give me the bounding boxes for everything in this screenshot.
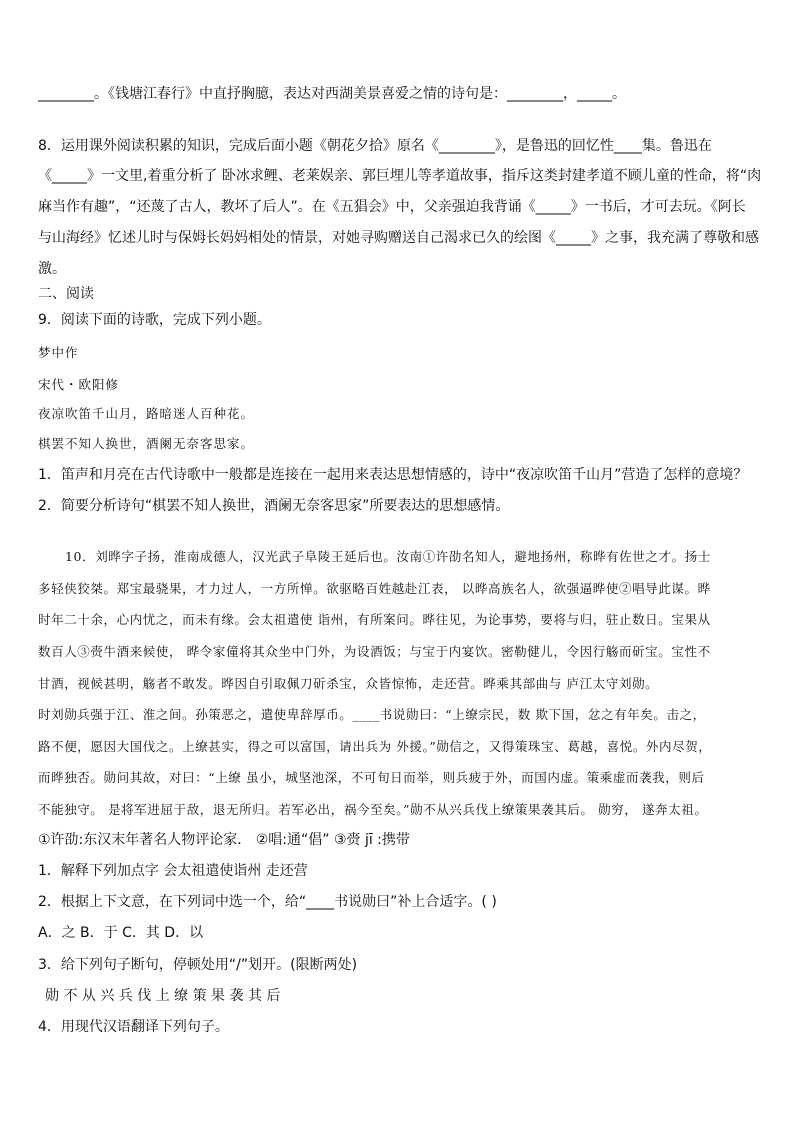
q10-sub-1: 1．解释下列加点字 会太祖遣使诣州 走还营 bbox=[38, 863, 308, 879]
annotation-notes: ①许劭:东汉末年著名人物评论家． ②唱:通“倡” ③赍 jī :携带 bbox=[38, 832, 410, 848]
q10-sub-3-sentence: 勋 不 从 兴 兵 伐 上 缭 策 果 袭 其 后 bbox=[45, 988, 281, 1004]
poetry-fill-blank-line: ________。《钱塘江春行》中直抒胸臆，表达对西湖美景喜爱之情的诗句是：________，_____。 bbox=[38, 86, 626, 102]
q9-sub-2: 2．简要分析诗句“棋罢不知人换世，酒阑无奈客思家”所要表达的思想感情。 bbox=[38, 498, 510, 514]
q10-passage-line-6: 时刘勋兵强于江、淮之间。孙策恶之，遣使卑辞厚币。____书说勋曰：“上缭宗民，数 欺下国，忿之有年矣。击之， bbox=[38, 707, 706, 722]
q10-passage-line-9: 不能独守。 是将军进屈于敌，退无所归。若军必出，祸今至矣。”勋不从兴兵伐上缭策果袭其后。 勋穷， 遂奔太祖。 bbox=[38, 802, 708, 817]
q10-sub-4: 4．用现代汉语翻译下列句子。 bbox=[38, 1019, 229, 1035]
q9-prompt: 9．阅读下面的诗歌，完成下列小题。 bbox=[38, 312, 271, 328]
q10-sub-2-options: A．之 B．于 C．其 D．以 bbox=[38, 925, 204, 941]
q8-line-4: 与山海经》忆述儿时与保姆长妈妈相处的情景，对她寻购赠送自己渴求已久的绘图《_____》之事，我充满了尊敬和感 bbox=[38, 230, 759, 246]
q10-passage-line-2: 多轻侠狡桀。郑宝最骁果，才力过人，一方所惮。欲驱略百姓越赴江表， 以晔高族名人，欲强逼晔使②唱导此谋。晔 bbox=[38, 581, 711, 596]
q10-sub-2: 2．根据上下文意，在下列词中选一个，给“____书说勋曰”补上合适字。( ) bbox=[38, 894, 497, 910]
poem-author: 宋代・欧阳修 bbox=[38, 377, 120, 392]
q10-passage-line-8: 而晔独否。勋问其故，对曰：“上缭 虽小，城坚池深，不可旬日而举，则兵疲于外，而国内虚。策乘虚而袭我，则后 bbox=[38, 770, 705, 785]
q8-line-5: 激。 bbox=[38, 261, 66, 277]
section-heading-reading: 二、阅读 bbox=[38, 286, 94, 302]
q9-sub-1: 1．笛声和月亮在古代诗歌中一般都是连接在一起用来表达思想情感的，诗中“夜凉吹笛千山月”营造了怎样的意境？ bbox=[38, 467, 748, 483]
q8-line-1: 8．运用课外阅读积累的知识，完成后面小题《朝花夕拾》原名《________》，是鲁迅的回忆性____集。鲁迅在 bbox=[38, 138, 712, 154]
q8-line-3: 麻当作有趣”，“还蔑了古人，教坏了后人”。在《五猖会》中，父亲强迫我背诵《_____》一书后，才可去玩。《阿长 bbox=[38, 199, 746, 215]
q10-sub-3: 3．给下列句子断句，停顿处用“/”划开。(限断两处) bbox=[38, 957, 358, 973]
q10-passage-line-5: 甘酒，视候甚明，觞者不敢发。晔因自引取佩刀斫杀宝，众皆惊怖，走还营。晔乘其部曲与 庐江太守刘勋。 bbox=[38, 676, 659, 691]
poem-line-2: 棋罢不知人换世，酒阑无奈客思家。 bbox=[38, 436, 255, 451]
q10-passage-line-3: 时年二十余，心内忧之，而未有缘。会太祖遣使 诣州，有所案问。晔往见，为论事势，要将与归，驻止数日。宝果从 bbox=[38, 612, 711, 627]
q10-passage-line-7: 路不便，愿因大国伐之。上缭甚实，得之可以富国，请出兵为 外援。”勋信之，又得策珠宝、葛越，喜悦。外内尽贺， bbox=[38, 739, 712, 754]
q8-line-2: 《_____》一文里,着重分析了 卧冰求鲤、老莱娱亲、郭巨埋儿等孝道故事，指斥这类封建孝道不顾儿童的性命，将“肉 bbox=[38, 168, 762, 184]
q10-passage-line-1: 10．刘晔字子扬，淮南成德人，汉光武子阜陵王延后也。汝南①许劭名知人，避地扬州，称晔有佐世之才。扬士 bbox=[65, 549, 711, 564]
poem-line-1: 夜凉吹笛千山月，路暗迷人百种花。 bbox=[38, 406, 255, 421]
poem-title: 梦中作 bbox=[38, 345, 79, 360]
q10-passage-line-4: 数百人③赍牛酒来候使， 晔令家僮将其众坐中门外，为设酒饭；与宝于内宴饮。密勒健儿，令因行觞而斫宝。宝性不 bbox=[38, 644, 711, 659]
